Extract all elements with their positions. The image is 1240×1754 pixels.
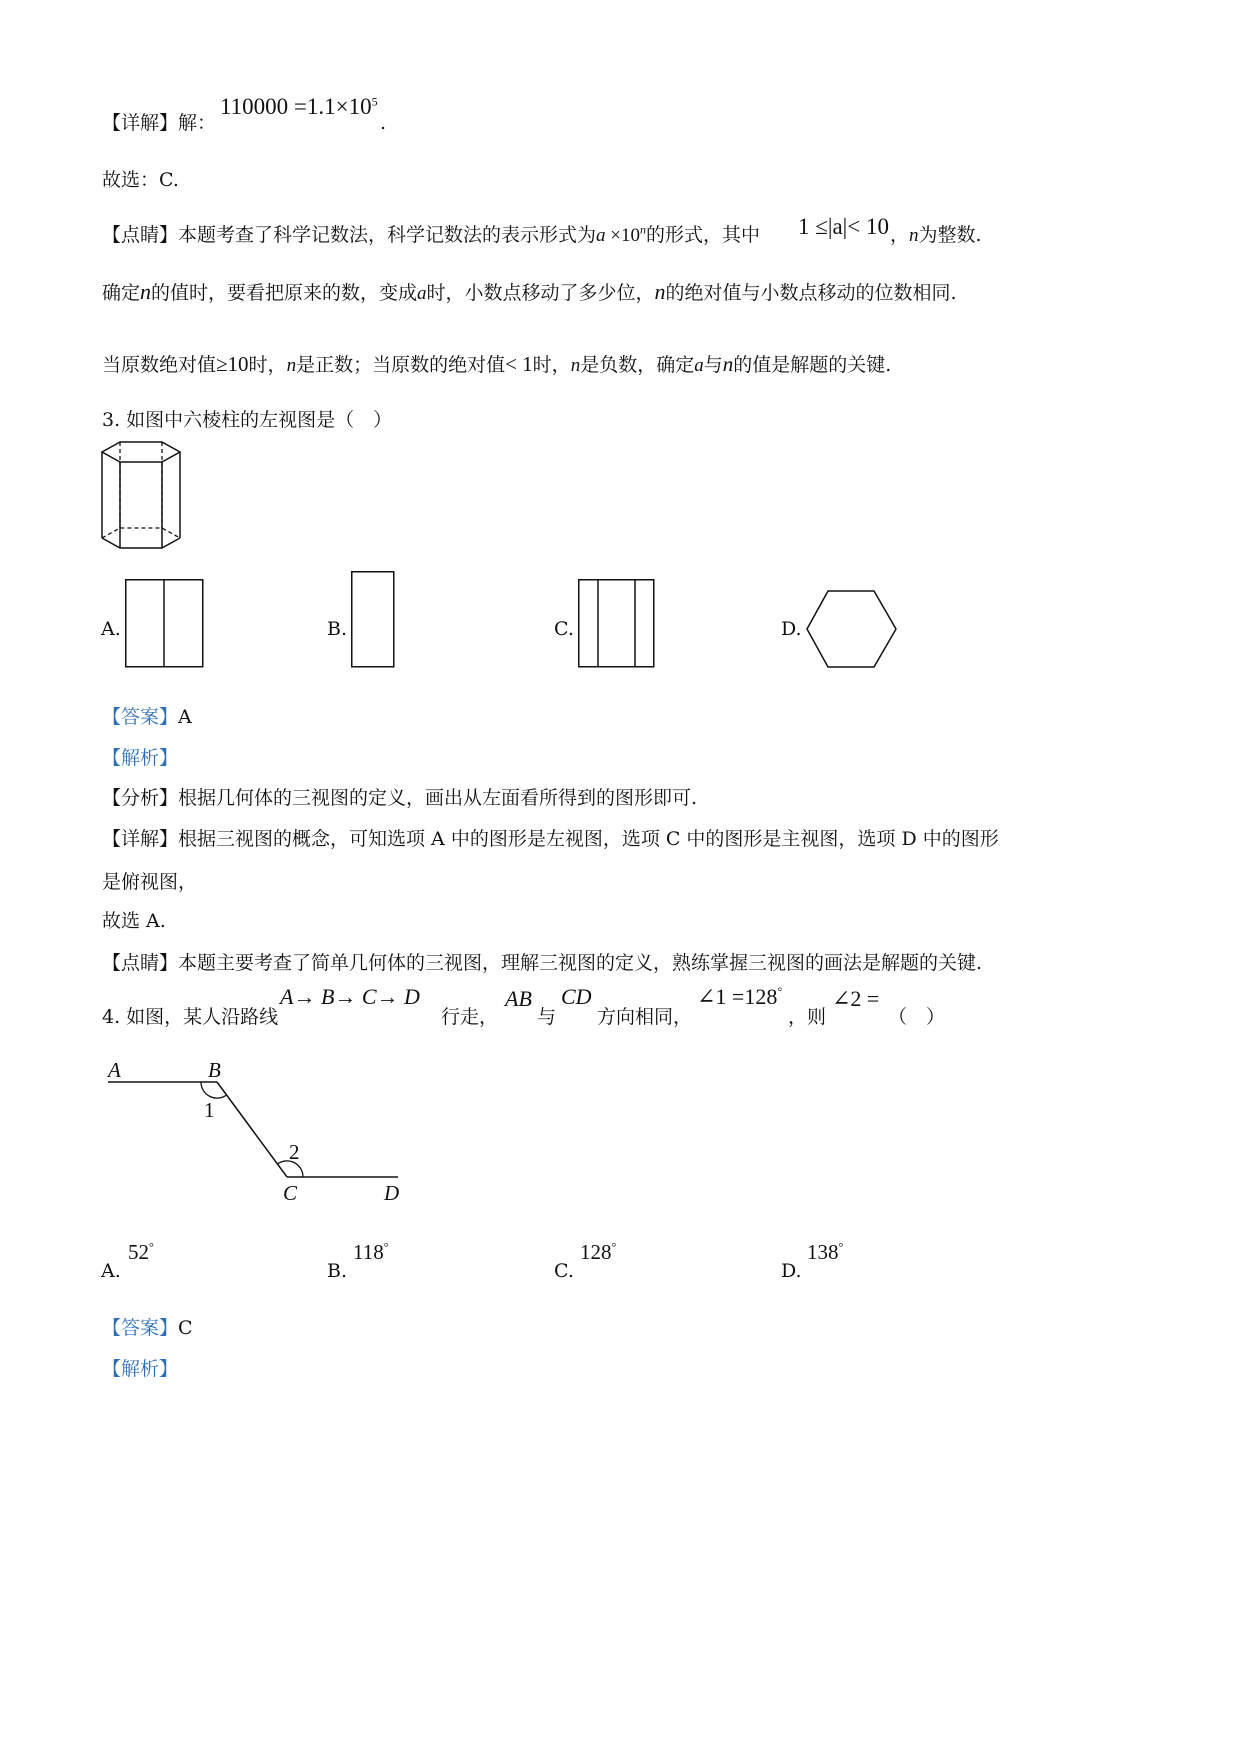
q4-option-b-label[interactable]: B. bbox=[327, 1260, 348, 1282]
q4-same: 方向相同， bbox=[597, 1006, 693, 1028]
q4-answer-value: C bbox=[178, 1317, 193, 1339]
detail-formula-exp: 5 bbox=[371, 94, 378, 109]
q4-walk: 行走， bbox=[441, 1006, 499, 1028]
hint-tag: 【点睛】 bbox=[102, 224, 179, 246]
q3-option-b-figure bbox=[351, 571, 396, 669]
detail-tag: 【详解】 bbox=[102, 112, 179, 134]
hint-line-3: 当原数绝对值≥10时，n是正数；当原数的绝对值< 1时，n是负数，确定a与n的值是解题的关键. bbox=[102, 352, 892, 376]
q4-option-c-label[interactable]: C. bbox=[554, 1260, 574, 1282]
detail-prefix: 解： bbox=[178, 112, 217, 134]
detail-formula: $110000 =1.1\times 10^5$ bbox=[220, 94, 378, 119]
q3-option-c-figure bbox=[578, 579, 656, 669]
q4-option-b-value: 118° bbox=[353, 1240, 389, 1264]
q3-fenxi: 【分析】根据几何体的三视图的定义，画出从左面看所得到的图形即可. bbox=[102, 787, 698, 809]
label-a: A bbox=[108, 1058, 121, 1082]
q4-and: 与 bbox=[537, 1006, 557, 1028]
q4-option-a-value: 52° bbox=[128, 1240, 154, 1264]
hexagonal-prism-figure bbox=[100, 440, 190, 560]
q3-detail-line2: 是俯视图， bbox=[102, 871, 198, 893]
q4-analysis-tag: 【解析】 bbox=[102, 1358, 179, 1380]
hint-tail: ，n为整数. bbox=[890, 224, 982, 246]
q3-detail: 【详解】根据三视图的概念，可知选项 A 中的图形是左视图，选项 C 中的图形是主视图，选项 D 中的图形 bbox=[102, 828, 999, 850]
q4-route: A→ B→ C→ D bbox=[280, 984, 420, 1009]
q3-option-a-figure bbox=[125, 579, 205, 669]
hint-line: 【点睛】本题考查了科学记数法，科学记数法的表示形式为$a \times 10^n$的形式，其中 bbox=[102, 222, 761, 246]
q4-option-d-value: 138° bbox=[807, 1240, 844, 1264]
label-d: D bbox=[384, 1181, 400, 1205]
q4-cd: CD bbox=[561, 984, 592, 1009]
q3-option-d-figure bbox=[806, 590, 898, 670]
q3-choose: 故选 A. bbox=[102, 910, 166, 932]
q3-analysis-tag: 【解析】 bbox=[102, 747, 179, 769]
detail-end: . bbox=[380, 112, 387, 134]
prism-top-face bbox=[102, 442, 180, 462]
segment-bc bbox=[217, 1082, 287, 1177]
q4-option-a-label[interactable]: A. bbox=[101, 1260, 121, 1282]
hint-line-2: 确定n的值时，要看把原来的数，变成a时，小数点移动了多少位，n的绝对值与小数点移动的位数相同. bbox=[102, 279, 957, 304]
q4-answer bbox=[102, 1313, 193, 1340]
q4-option-c-value: 128° bbox=[580, 1240, 617, 1264]
label-b: B bbox=[208, 1058, 221, 1082]
q4-ab: AB bbox=[505, 986, 532, 1011]
label-angle-1: 1 bbox=[204, 1098, 215, 1122]
q4-angle1: ∠1 =128° bbox=[697, 984, 783, 1009]
label-c: C bbox=[283, 1181, 298, 1205]
prism-bottom-visible bbox=[102, 538, 180, 548]
q3-answer-tag: 【答案】 bbox=[102, 706, 179, 728]
q3-option-d-label[interactable]: D. bbox=[781, 618, 802, 640]
q3-answer-value: A bbox=[178, 706, 192, 728]
q3-stem: 3. 如图中六棱柱的左视图是（ ） bbox=[102, 409, 393, 431]
detail-line bbox=[102, 108, 216, 135]
q4-angle2: ∠2 = bbox=[832, 986, 880, 1011]
label-angle-2: 2 bbox=[289, 1140, 300, 1164]
q4-answer-tag: 【答案】 bbox=[102, 1317, 179, 1339]
hint-ineq: 1 ≤|a|< 10 bbox=[798, 214, 890, 239]
prism-bottom-hidden bbox=[102, 528, 180, 538]
q4-stem-prefix: 4. 如图，某人沿路线 bbox=[102, 1006, 279, 1028]
q4-option-d-label[interactable]: D. bbox=[781, 1260, 802, 1282]
q3-answer bbox=[102, 702, 192, 729]
q4-route-figure bbox=[100, 1055, 410, 1215]
q3-option-c-label[interactable]: C. bbox=[554, 618, 574, 640]
q3-option-a-label[interactable]: A. bbox=[101, 618, 121, 640]
choose-line: 故选：C. bbox=[102, 169, 179, 191]
q3-option-b-label[interactable]: B. bbox=[327, 618, 348, 640]
q4-paren: （ ） bbox=[888, 1006, 946, 1028]
q4-then: ，则 bbox=[788, 1006, 827, 1028]
q3-hint: 【点睛】本题主要考查了简单几何体的三视图，理解三视图的定义，熟练掌握三视图的画法是解题的关键. bbox=[102, 952, 983, 974]
